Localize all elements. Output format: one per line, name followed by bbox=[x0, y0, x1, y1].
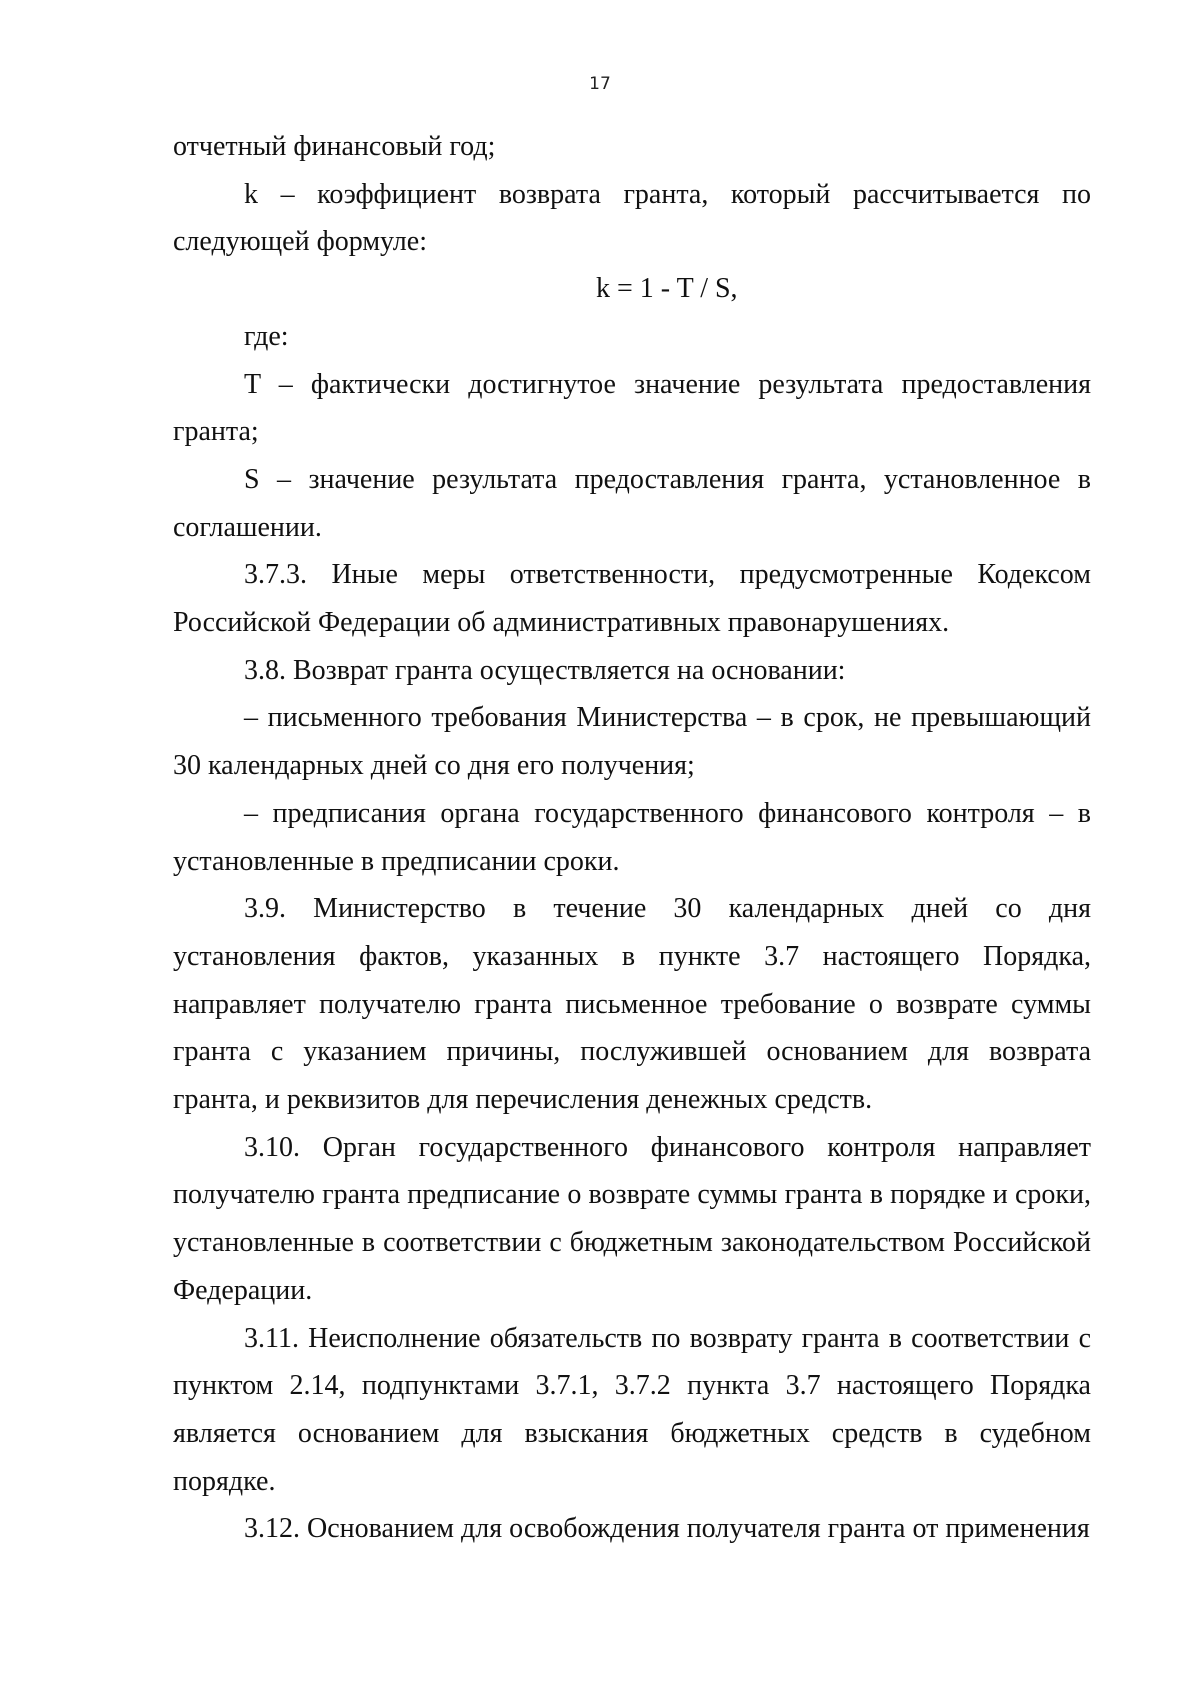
paragraph-definition-s: S – значение результата предоставления гранта, установленное в соглашении. bbox=[173, 463, 1091, 543]
paragraph-3-12: 3.12. Основанием для освобождения получателя гранта от применения bbox=[244, 1513, 1090, 1545]
formula: k = 1 - T / S, bbox=[596, 273, 738, 305]
paragraph-3-9: 3.9. Министерство в течение 30 календарных дней со дня установления фактов, указанных в пункте 3.7 настоящего Порядка, направляет получателю гранта письменное требование о возврате суммы гранта с указанием причины, послужившей основанием для возврата гранта, и реквизитов для перечисления денежных средств. bbox=[173, 893, 1091, 1116]
paragraph-3-8: 3.8. Возврат гранта осуществляется на основании: bbox=[244, 654, 846, 686]
paragraph-3-8-item-2: – предписания органа государственного финансового контроля – в установленные в предписании сроки. bbox=[173, 797, 1091, 877]
paragraph-coefficient-k: k – коэффициент возврата гранта, который рассчитывается по следующей формуле: bbox=[173, 178, 1091, 258]
paragraph-3-11: 3.11. Неисполнение обязательств по возврату гранта в соответствии с пунктом 2.14, подпунктами 3.7.1, 3.7.2 пункта 3.7 настоящего Порядка является основанием для взыскания бюджетных средств в судебном порядке. bbox=[173, 1322, 1091, 1497]
paragraph-3-10: 3.10. Орган государственного финансового контроля направляет получателю гранта предписание о возврате суммы гранта в порядке и сроки, установленные в соответствии с бюджетным законодательством Российской Федерации. bbox=[173, 1131, 1091, 1306]
document-body bbox=[173, 123, 1091, 1553]
paragraph-continuation: отчетный финансовый год; bbox=[173, 131, 496, 162]
paragraph-3-8-item-1: – письменного требования Министерства – в срок, не превышающий 30 календарных дней со дня его получения; bbox=[173, 702, 1091, 782]
paragraph-where: где: bbox=[244, 320, 289, 352]
paragraph-definition-t: T – фактически достигнутое значение результата предоставления гранта; bbox=[173, 368, 1091, 448]
page-number: 17 bbox=[589, 74, 611, 94]
paragraph-3-7-3: 3.7.3. Иные меры ответственности, предусмотренные Кодексом Российской Федерации об административных правонарушениях. bbox=[173, 559, 1091, 639]
